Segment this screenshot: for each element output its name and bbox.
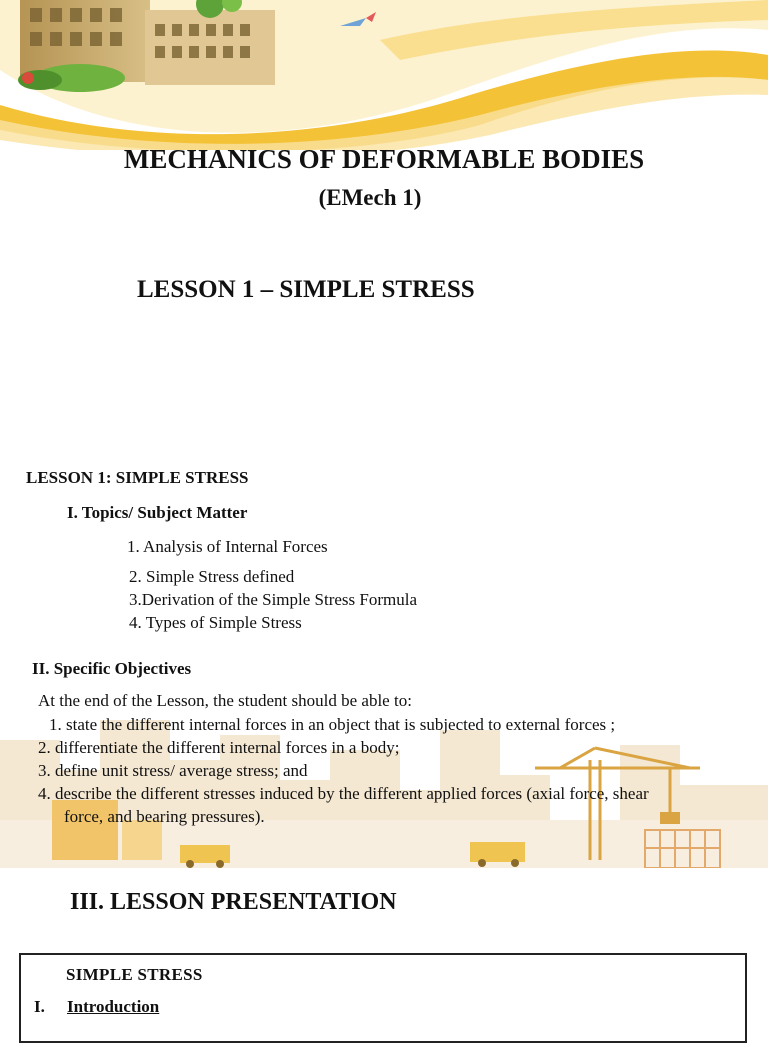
introduction-heading: Introduction [67, 997, 160, 1016]
topic-item: 4. Types of Simple Stress [129, 613, 302, 632]
objective-item-continuation: force, and bearing pressures). [64, 807, 265, 826]
simple-stress-heading: SIMPLE STRESS [66, 965, 203, 984]
topic-item: 1. Analysis of Internal Forces [127, 537, 328, 556]
topic-item: 2. Simple Stress defined [129, 567, 295, 586]
course-title: MECHANICS OF DEFORMABLE BODIES [123, 144, 645, 174]
objectives-heading: II. Specific Objectives [32, 659, 192, 678]
banner-illustration [0, 0, 768, 150]
course-code: (EMech 1) [318, 185, 422, 210]
lesson-heading: LESSON 1: SIMPLE STRESS [26, 468, 249, 487]
objective-item: 2. differentiate the different internal forces in a body; [38, 738, 400, 757]
objective-item: 1. state the different internal forces in an object that is subjected to external forces ; [49, 715, 616, 734]
lesson-presentation-heading: III. LESSON PRESENTATION [70, 889, 397, 915]
objective-item: 4. describe the different stresses induced by the different applied forces (axial force, shear [38, 784, 649, 803]
objective-item: 3. define unit stress/ average stress; and [38, 761, 308, 780]
topics-heading: I. Topics/ Subject Matter [67, 503, 248, 522]
lesson-title: LESSON 1 – SIMPLE STRESS [137, 276, 475, 303]
objectives-intro: At the end of the Lesson, the student should be able to: [38, 691, 412, 710]
topic-item: 3.Derivation of the Simple Stress Formula [129, 590, 418, 609]
section-number: I. [34, 997, 45, 1016]
